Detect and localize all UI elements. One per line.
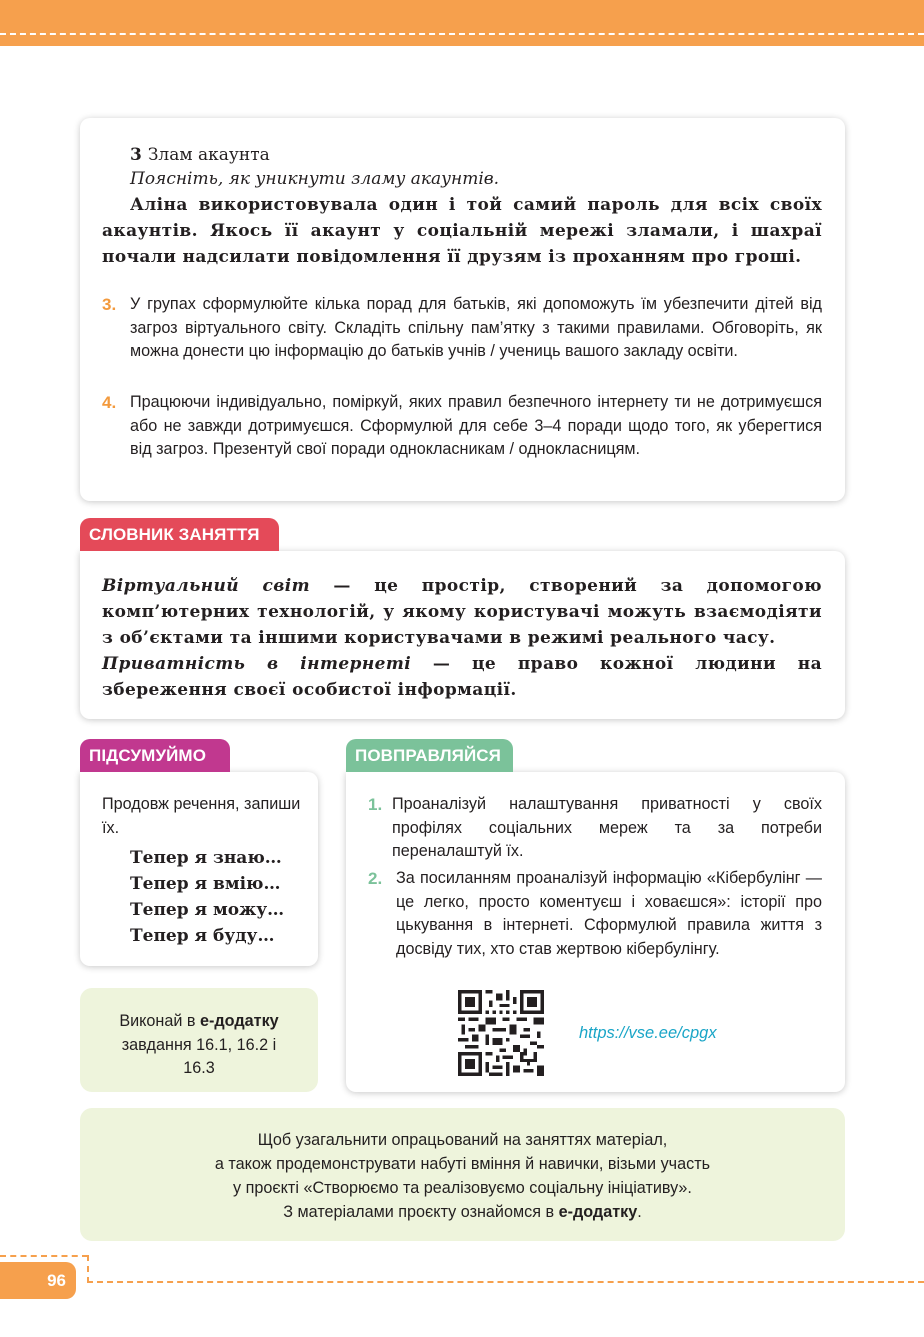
project-line-1: Щоб узагальнити опрацьований на заняттях матеріал,: [257, 1131, 668, 1149]
case-title: [130, 142, 270, 168]
glossary-term: Віртуальний світ: [102, 576, 311, 596]
project-box: [80, 1108, 845, 1241]
practice-task-1: [368, 793, 822, 864]
case-body: Аліна використовувала один і той самий пароль для всіх своїх акаунтів. Якось її акаунт у соціальній мережі зламали, і шахраї почали надсилати повідомлення її друзям із проханням про гроші.: [102, 195, 822, 267]
summary-list: [130, 845, 284, 949]
task-3: [102, 293, 822, 364]
practice-task-text: Проаналізуй налаштування приватності у своїх профілях соціальних мереж та за потреби переналаштуй їх.: [392, 795, 822, 860]
practice-task-2: [368, 867, 822, 961]
eapp-pre: Виконай в: [119, 1012, 201, 1030]
eapp-box: [80, 988, 318, 1092]
project-line-4-post: .: [637, 1203, 642, 1221]
case-title-text: Злам акаунта: [147, 145, 270, 165]
qr-code-icon[interactable]: [458, 990, 544, 1076]
practice-task-text: За посиланням проаналізуй інформацію «Кібербулінг — це легко, просто коментуєш і ховаєшся»: історії про цькування в інтернеті. Сформулюй правила життя з досвіду тих, хто став жертвою кібербулінгу.: [396, 869, 822, 958]
footer-dash: [87, 1255, 89, 1283]
practice-task-number: 2.: [368, 869, 383, 888]
glossary-card: [80, 551, 845, 719]
project-line-2: а також продемонструвати набуті вміння й навички, візьми участь: [214, 1155, 711, 1173]
top-dashed-line: [0, 33, 924, 35]
footer-dash: [87, 1281, 924, 1283]
eapp-tasks: завдання 16.1, 16.2 і 16.3: [121, 1035, 277, 1077]
task-number: 4.: [102, 393, 117, 412]
summary-heading: ПІДСУМУЙМО: [80, 739, 230, 772]
summary-item: Тепер я вмію…: [130, 874, 281, 894]
project-line-3: у проєкті «Створюємо та реалізовуємо соціальну ініціативу».: [233, 1179, 692, 1197]
eapp-line: [80, 1010, 318, 1034]
glossary-entry: [102, 651, 822, 703]
eapp-bold[interactable]: е-додатку: [200, 1012, 279, 1030]
footer-dash: [0, 1255, 88, 1257]
practice-card: [346, 772, 845, 1092]
task-number: 3.: [102, 295, 117, 314]
glossary-term: Приватність в інтернеті: [102, 654, 412, 674]
practice-task-number: 1.: [368, 795, 383, 814]
case-question: Поясніть, як уникнути зламу акаунтів.: [130, 169, 500, 189]
summary-item: Тепер я можу…: [130, 900, 285, 920]
glossary-entry: [102, 573, 822, 651]
project-line-4-pre: З матеріалами проєкту ознайомся в: [283, 1203, 559, 1221]
case-number: 3: [130, 145, 142, 165]
task-4: [102, 391, 822, 462]
practice-link[interactable]: https://vse.ee/cpgx: [579, 1024, 717, 1042]
practice-heading: ПОВПРАВЛЯЙСЯ: [346, 739, 513, 772]
summary-item: Тепер я знаю…: [130, 848, 282, 868]
task-text: У групах сформулюйте кілька порад для батьків, які допоможуть їм убезпечити дітей від загроз віртуального світу. Складіть спільну пам’ятку з такими правилами. Обговоріть, як можна донести цю інформацію до батьків учнів / учениць вашого закладу освіти.: [130, 295, 822, 360]
glossary-definition: — це простір, створений за допомогою комп’ютерних технологій, у якому користувачі можуть взаємодіяти з об’єктами та іншими користувачами в режимі реального часу.: [102, 576, 822, 648]
glossary-definition: — це право кожної людини на збереження своєї особистої інформації.: [102, 654, 822, 700]
summary-intro: Продовж речення, запиши їх.: [102, 795, 301, 837]
project-eapp-bold[interactable]: е-додатку: [558, 1203, 638, 1221]
task-text: Працюючи індивідуально, поміркуй, яких правил безпечного інтернету ти не дотримуєшся або не завжди дотримуєшся. Сформулюй для себе 3–4 поради щодо того, як уберегтися від загроз. Презентуй свої поради однокласникам / однокласницям.: [130, 393, 822, 458]
project-line-4: [80, 1200, 845, 1224]
summary-item: Тепер я буду…: [130, 926, 275, 946]
glossary-heading: СЛОВНИК ЗАНЯТТЯ: [80, 518, 279, 551]
top-banner: [0, 0, 924, 46]
page-number: 96: [0, 1262, 76, 1299]
case-card: [80, 118, 845, 501]
summary-card: [80, 772, 318, 966]
